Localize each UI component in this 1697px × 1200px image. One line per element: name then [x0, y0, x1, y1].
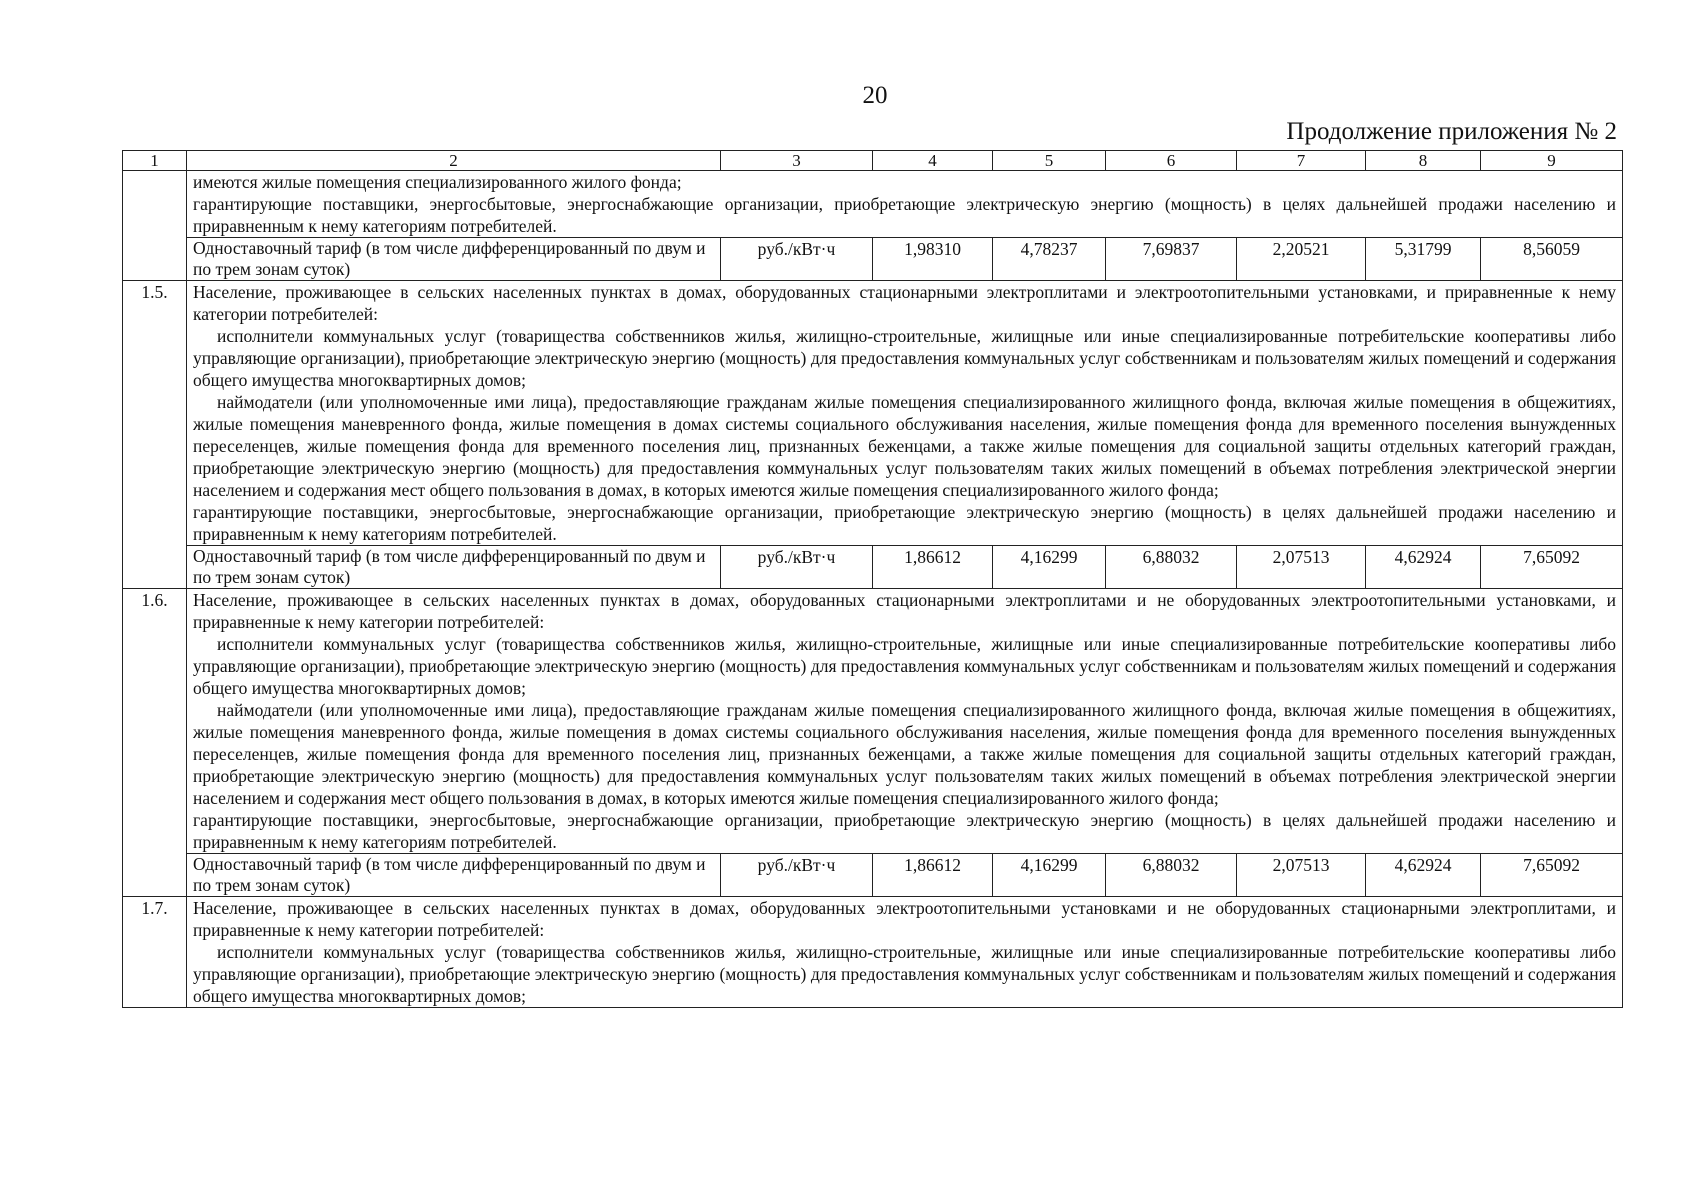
col-header-5: 5 — [993, 151, 1106, 171]
tariff-value: 8,56059 — [1481, 238, 1623, 281]
paragraph: наймодатели (или уполномоченные ими лица), предоставляющие гражданам жилые помещения специализированного жилищного фонда, включая жилые помещения в общежитиях, жилые помещения маневренного фонда, жилые помещения в домах системы социального обслуживания населения, жилые помещения фонда для временного поселения вынужденных переселенцев, жилые помещения фонда для временного поселения лиц, признанных беженцами, а также жилые помещения для социальной защиты отдельных категорий граждан, приобретающие электрическую энергию (мощность) для предоставления коммунальных услуг пользователям таких жилых помещений в объемах потребления электрической энергии населением и содержания мест общего пользования в домах, в которых имеются жилые помещения специализированного жилого фонда; — [193, 392, 1616, 500]
paragraph: исполнители коммунальных услуг (товарищества собственников жилья, жилищно-строительные, жилищные или иные специализированные потребительские кооперативы либо управляющие организации), приобретающие электрическую энергию (мощность) для предоставления коммунальных услуг собственникам и пользователям жилых помещений и содержания общего имущества многоквартирных домов; — [193, 326, 1616, 390]
tariff-row — [123, 546, 1623, 589]
tariff-value: 1,98310 — [873, 238, 993, 281]
tariff-value: 6,88032 — [1106, 546, 1237, 589]
paragraph: исполнители коммунальных услуг (товарищества собственников жилья, жилищно-строительные, жилищные или иные специализированные потребительские кооперативы либо управляющие организации), приобретающие электрическую энергию (мощность) для предоставления коммунальных услуг собственникам и пользователям жилых помещений и содержания общего имущества многоквартирных домов; — [193, 942, 1616, 1006]
paragraph: исполнители коммунальных услуг (товарищества собственников жилья, жилищно-строительные, жилищные или иные специализированные потребительские кооперативы либо управляющие организации), приобретающие электрическую энергию (мощность) для предоставления коммунальных услуг собственникам и пользователям жилых помещений и содержания общего имущества многоквартирных домов; — [193, 634, 1616, 698]
paragraph: гарантирующие поставщики, энергосбытовые, энергоснабжающие организации, приобретающие электрическую энергию (мощность) в целях дальнейшей продажи населению и приравненным к нему категориям потребителей. — [193, 194, 1616, 236]
paragraph: Население, проживающее в сельских населенных пунктах в домах, оборудованных стационарными электроплитами и не оборудованных электроотопительными установками, и приравненные к нему категории потребителей: — [193, 590, 1616, 632]
paragraph: имеются жилые помещения специализированного жилого фонда; — [193, 172, 682, 192]
tariff-unit: руб./кВт·ч — [721, 854, 873, 897]
header-row — [123, 151, 1623, 171]
col-header-3: 3 — [721, 151, 873, 171]
col-header-1: 1 — [123, 151, 187, 171]
col-header-7: 7 — [1237, 151, 1366, 171]
row-number-empty — [123, 171, 187, 281]
col-header-4: 4 — [873, 151, 993, 171]
tariff-value: 2,07513 — [1237, 854, 1366, 897]
tariff-row — [123, 854, 1623, 897]
tariff-value: 6,88032 — [1106, 854, 1237, 897]
table-row — [123, 897, 1623, 1008]
table-row — [123, 281, 1623, 546]
row-number: 1.7. — [123, 897, 187, 1008]
tariff-value: 7,69837 — [1106, 238, 1237, 281]
tariff-label: Одноставочный тариф (в том числе дифференцированный по двум и по трем зонам суток) — [187, 238, 721, 281]
col-header-6: 6 — [1106, 151, 1237, 171]
row-number: 1.5. — [123, 281, 187, 589]
tariff-value: 1,86612 — [873, 546, 993, 589]
tariff-value: 4,62924 — [1366, 546, 1481, 589]
tariff-label: Одноставочный тариф (в том числе дифференцированный по двум и по трем зонам суток) — [187, 546, 721, 589]
tariff-value: 4,78237 — [993, 238, 1106, 281]
table-row — [123, 589, 1623, 854]
continuation-title: Продолжение приложения № 2 — [1286, 118, 1617, 145]
paragraph: Население, проживающее в сельских населенных пунктах в домах, оборудованных стационарными электроплитами и электроотопительными установками, и приравненные к нему категории потребителей: — [193, 282, 1616, 324]
tariff-value: 2,20521 — [1237, 238, 1366, 281]
tariff-unit: руб./кВт·ч — [721, 546, 873, 589]
tariff-value: 7,65092 — [1481, 854, 1623, 897]
tariff-label: Одноставочный тариф (в том числе дифференцированный по двум и по трем зонам суток) — [187, 854, 721, 897]
col-header-8: 8 — [1366, 151, 1481, 171]
paragraph: Население, проживающее в сельских населенных пунктах в домах, оборудованных электроотопительными установками и не оборудованных стационарными электроплитами, и приравненные к нему категории потребителей: — [193, 898, 1616, 940]
row-description — [187, 589, 1623, 854]
col-header-9: 9 — [1481, 151, 1623, 171]
tariff-value: 4,16299 — [993, 854, 1106, 897]
tariff-table — [122, 150, 1623, 1008]
tariff-value: 4,16299 — [993, 546, 1106, 589]
tariff-unit: руб./кВт·ч — [721, 238, 873, 281]
tariff-value: 7,65092 — [1481, 546, 1623, 589]
table-row — [123, 171, 1623, 238]
paragraph: гарантирующие поставщики, энергосбытовые, энергоснабжающие организации, приобретающие электрическую энергию (мощность) в целях дальнейшей продажи населению и приравненным к нему категориям потребителей. — [193, 810, 1616, 852]
row-description — [187, 897, 1623, 1008]
page-number: 20 — [862, 82, 888, 109]
row-description — [187, 171, 1623, 238]
tariff-value: 5,31799 — [1366, 238, 1481, 281]
row-number: 1.6. — [123, 589, 187, 897]
col-header-2: 2 — [187, 151, 721, 171]
tariff-value: 1,86612 — [873, 854, 993, 897]
row-description — [187, 281, 1623, 546]
tariff-value: 4,62924 — [1366, 854, 1481, 897]
paragraph: наймодатели (или уполномоченные ими лица), предоставляющие гражданам жилые помещения специализированного жилищного фонда, включая жилые помещения в общежитиях, жилые помещения маневренного фонда, жилые помещения в домах системы социального обслуживания населения, жилые помещения фонда для временного поселения вынужденных переселенцев, жилые помещения фонда для временного поселения лиц, признанных беженцами, а также жилые помещения для социальной защиты отдельных категорий граждан, приобретающие электрическую энергию (мощность) для предоставления коммунальных услуг пользователям таких жилых помещений в объемах потребления электрической энергии населением и содержания мест общего пользования в домах, в которых имеются жилые помещения специализированного жилого фонда; — [193, 700, 1616, 808]
paragraph: гарантирующие поставщики, энергосбытовые, энергоснабжающие организации, приобретающие электрическую энергию (мощность) в целях дальнейшей продажи населению и приравненным к нему категориям потребителей. — [193, 502, 1616, 544]
tariff-value: 2,07513 — [1237, 546, 1366, 589]
tariff-row — [123, 238, 1623, 281]
